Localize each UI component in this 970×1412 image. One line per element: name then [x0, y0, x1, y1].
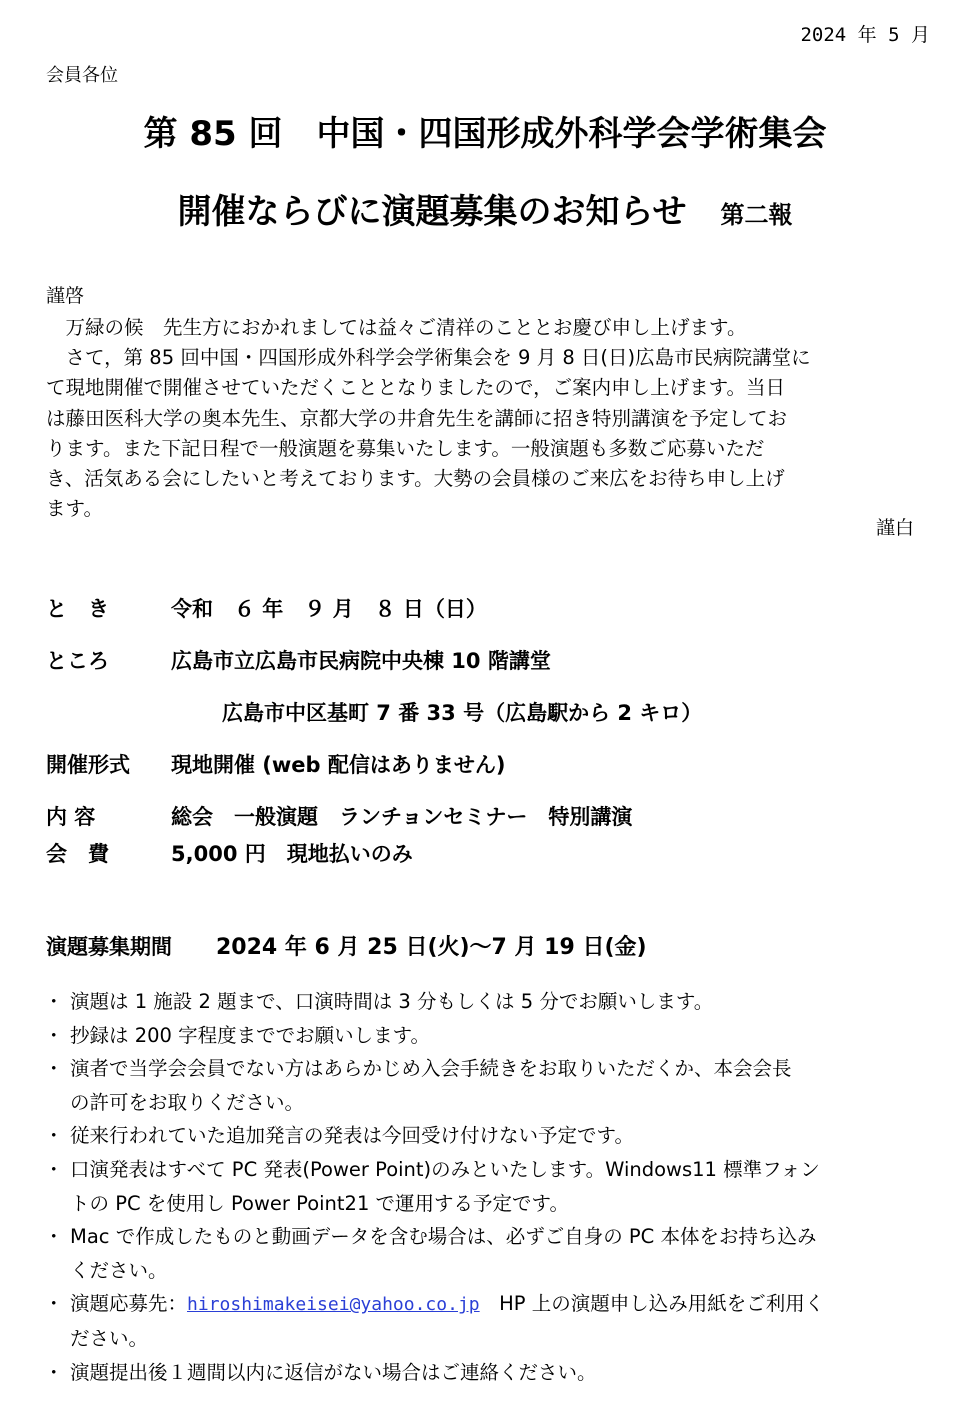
info-format-label: 開催形式 [46, 753, 130, 777]
greeting: 謹啓 [46, 285, 85, 307]
letter-body [46, 313, 926, 524]
note-text: ださい。 [70, 1326, 149, 1350]
note-text: ・ Mac で作成したものと動画データを含む場合は、必ずご自身の PC 本体をお持ち込み [70, 1225, 817, 1249]
page-subtitle [0, 184, 970, 233]
note-text [70, 1287, 926, 1322]
recruit-value: 2024 年 6 月 25 日(火)～7 月 19 日(金) [216, 935, 647, 960]
info-date-label: と き [46, 597, 109, 621]
note-text: ・ 従来行われていた追加発言の発表は今回受け付けない予定です。 [70, 1124, 634, 1148]
list-item [46, 985, 926, 1019]
info-format [46, 749, 506, 779]
recruit-period [46, 930, 647, 961]
list-item [46, 1287, 926, 1355]
letter-line: ます。 [46, 497, 103, 521]
letter-line: さて，第 85 回中国・四国形成外科学会学術集会を 9 月 8 日(日)広島市民病院講堂に [46, 346, 811, 370]
info-date [46, 593, 487, 623]
subtitle-text: 開催ならびに演題募集のお知らせ [177, 192, 687, 232]
list-item [46, 1153, 926, 1220]
notes-list [46, 985, 926, 1389]
info-place [46, 645, 551, 675]
letter-line: は藤田医科大学の奥本先生、京都大学の井倉先生を講師に招き特別講演を予定してお [46, 406, 788, 430]
note-text: の許可をお取りください。 [70, 1090, 305, 1114]
letter-line: 万緑の候 先生方におかれましては益々ご清祥のこととお慶び申し上げます。 [46, 316, 747, 339]
info-content [46, 801, 632, 831]
list-item [46, 1052, 926, 1119]
addressee: 会員各位 [46, 65, 118, 86]
letter-line: き、活気ある会にしたいと考えております。大勢の会員様のご来広をお待ち申し上げ [46, 467, 785, 491]
info-date-value: 令和 ６ 年 ９ 月 ８ 日（日） [171, 597, 487, 621]
email-suffix: HP 上の演題申し込み用紙をご利用く [479, 1292, 825, 1316]
list-item [46, 1119, 926, 1153]
list-item [46, 1356, 926, 1390]
note-text: ・ 抄録は 200 字程度まででお願いします。 [70, 1023, 431, 1047]
report-number: 第二報 [720, 201, 793, 229]
info-place-value: 広島市立広島市民病院中央棟 10 階講堂 [171, 649, 551, 673]
info-content-label: 内 容 [46, 805, 96, 829]
email-prefix: 演題応募先： [70, 1292, 188, 1316]
note-text: ・ 演題提出後１週間以内に返信がない場合はご連絡ください。 [70, 1360, 597, 1384]
info-format-value: 現地開催 (web 配信はありません) [171, 753, 506, 777]
note-text: ・ 演題は 1 施設 2 題まで、口演時間は 3 分もしくは 5 分でお願いします。 [70, 990, 714, 1013]
letter-line: て現地開催で開催させていただくこととなりましたので，ご案内申し上げます。当日 [46, 376, 786, 400]
info-fee-value: 5,000 円 現地払いのみ [171, 842, 413, 866]
document-date: 2024 年 5 月 [800, 24, 930, 46]
email-link[interactable]: hiroshimakeisei@yahoo.co.jp [187, 1294, 480, 1316]
info-place-label: ところ [46, 649, 109, 673]
list-item [46, 1019, 926, 1053]
note-text: トの PC を使用し Power Point21 で運用する予定です。 [70, 1191, 569, 1215]
closing: 謹白 [875, 517, 914, 539]
page-title: 第 85 回 中国・四国形成外科学会学術集会 [143, 114, 827, 154]
recruit-label: 演題募集期間 [46, 935, 172, 959]
letter-line: ります。また下記日程で一般演題を募集いたします。一般演題も多数ご応募いただ [46, 436, 765, 460]
info-fee-label: 会 費 [46, 842, 109, 866]
info-content-value: 総会 一般演題 ランチョンセミナー 特別講演 [171, 805, 633, 829]
note-text: ・ 演者で当学会会員でない方はあらかじめ入会手続きをお取りいただくか、本会会長 [70, 1057, 792, 1081]
info-address: 広島市中区基町 7 番 33 号（広島駅から 2 キロ） [222, 701, 703, 725]
note-text: ・ 口演発表はすべて PC 発表(Power Point)のみといたします。Windows11 標準フォン [70, 1157, 820, 1181]
info-fee [46, 838, 413, 868]
note-text: ください。 [70, 1258, 168, 1282]
list-item [46, 1220, 926, 1287]
